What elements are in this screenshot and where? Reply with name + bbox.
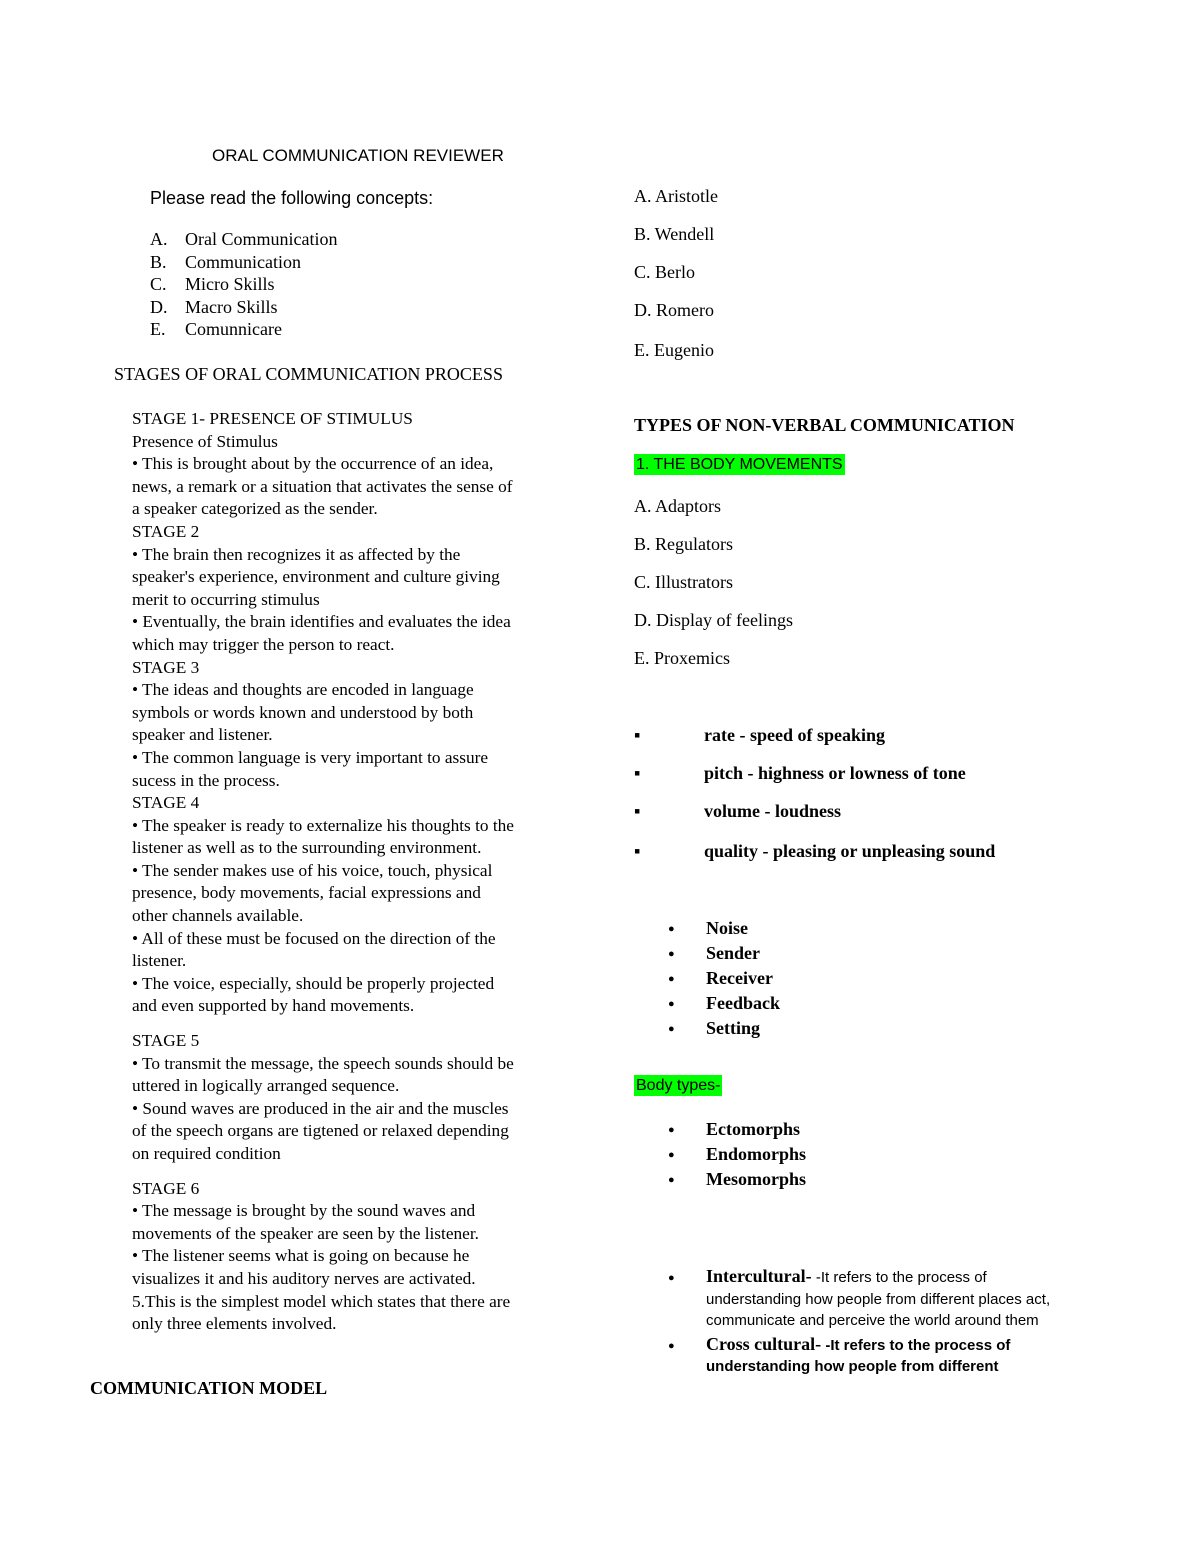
stage-line: merit to occurring stimulus (132, 589, 320, 609)
square-bullet-icon: ▪ (634, 725, 641, 745)
list-item: ● Noise (668, 916, 780, 941)
stage-line: • The ideas and thoughts are encoded in language (132, 680, 474, 700)
author-item: D. Romero (634, 300, 714, 320)
concepts-list (150, 228, 337, 341)
stage-line: • Eventually, the brain identifies and evaluates the idea (132, 612, 511, 632)
stage-line: • The brain then recognizes it as affected by the (132, 544, 461, 564)
stage-line: STAGE 3 (132, 657, 200, 677)
voice-item (634, 763, 966, 784)
body-movement-item: A. Adaptors (634, 496, 721, 516)
culture-definitions (668, 1266, 1078, 1378)
stage-line: STAGE 1- PRESENCE OF STIMULUS (132, 409, 413, 428)
list-item: ● Receiver (668, 966, 780, 991)
voice-item (634, 801, 841, 822)
stage-line: news, a remark or a situation that activates the sense of (132, 476, 513, 496)
body-types-list (668, 1117, 806, 1192)
list-item: ● Endomorphs (668, 1142, 806, 1167)
document-title: ORAL COMMUNICATION REVIEWER (212, 146, 504, 165)
highlighted-heading: Body types- (636, 1077, 721, 1094)
stage-line: • All of these must be focused on the direction of the (132, 928, 496, 948)
communication-model-heading: COMMUNICATION MODEL (90, 1378, 328, 1398)
list-item: ● Feedback (668, 991, 780, 1016)
definition-term: Cross cultural- (706, 1333, 822, 1354)
definition-body: -It refers to the process of understanding how people from different places act, communicate and perceive the world around them (706, 1269, 1051, 1329)
list-item-text: Communication (185, 251, 301, 272)
stage-line: on required condition (132, 1144, 281, 1163)
definition-text (706, 1334, 1078, 1378)
stage-line: symbols or words known and understood by both (132, 702, 474, 722)
paragraph-gap (132, 1166, 582, 1178)
definition-text (706, 1266, 1078, 1332)
voice-item-text: pitch - highness or lowness of tone (704, 763, 966, 783)
body-movement-item: D. Display of feelings (634, 610, 793, 630)
elements-list (668, 916, 780, 1041)
stage-line: STAGE 2 (132, 521, 200, 541)
definition-body: -It refers to the process of understanding how people from different (706, 1336, 1011, 1375)
body-types-heading (634, 1077, 722, 1095)
stage-line: STAGE 6 (132, 1178, 200, 1198)
stage-line: • The voice, especially, should be properly projected (132, 973, 495, 993)
stages-heading: STAGES OF ORAL COMMUNICATION PROCESS (114, 364, 503, 384)
list-item (150, 296, 337, 319)
body-movement-item: B. Regulators (634, 534, 733, 554)
square-bullet-icon: ▪ (634, 801, 641, 821)
stage-line: • This is brought about by the occurrence of an idea, (132, 454, 494, 474)
stage-line: 5.This is the simplest model which states that there are (132, 1291, 511, 1311)
voice-item (634, 841, 995, 862)
stage-line: • The message is brought by the sound waves and (132, 1201, 476, 1221)
stage-line: which may trigger the person to react. (132, 634, 395, 654)
stage-line: • The common language is very important to assure (132, 747, 489, 767)
list-item (150, 228, 337, 251)
body-movements-heading (634, 456, 845, 474)
list-item: ● Sender (668, 941, 780, 966)
stage-line: speaker's experience, environment and culture giving (132, 567, 500, 587)
author-item: E. Eugenio (634, 340, 714, 360)
voice-item-text: quality - pleasing or unpleasing sound (704, 841, 996, 861)
stage-line: • The listener seems what is going on because he (132, 1246, 470, 1266)
definition-term: Intercultural- (706, 1266, 812, 1286)
stage-line: a speaker categorized as the sender. (132, 499, 378, 519)
list-item-text: Comunnicare (185, 319, 282, 340)
stages-body (132, 408, 582, 1336)
stage-line: sucess in the process. (132, 770, 280, 790)
list-item (668, 1334, 1078, 1378)
bullet-icon: ● (668, 1339, 675, 1352)
bullet-icon: ● (668, 1272, 675, 1284)
list-item-text: Oral Communication (185, 229, 338, 249)
body-movement-item: E. Proxemics (634, 648, 730, 668)
list-item-text: Micro Skills (185, 274, 275, 295)
stage-line: • The speaker is ready to externalize his thoughts to the (132, 815, 514, 835)
stage-line: presence, body movements, facial expressions and (132, 883, 481, 903)
list-item (150, 318, 337, 341)
list-item (150, 251, 337, 274)
author-item: C. Berlo (634, 262, 695, 282)
stage-line: STAGE 4 (132, 793, 200, 813)
body-movement-item: C. Illustrators (634, 572, 733, 592)
author-item: A. Aristotle (634, 186, 718, 206)
highlighted-heading: 1. THE BODY MOVEMENTS (636, 456, 843, 473)
list-marker: E. (150, 319, 166, 340)
stage-line: and even supported by hand movements. (132, 996, 415, 1016)
stage-line: only three elements involved. (132, 1314, 337, 1334)
stage-line: other channels available. (132, 906, 304, 926)
list-item: ● Setting (668, 1016, 780, 1041)
square-bullet-icon: ▪ (634, 841, 641, 861)
list-marker: A. (150, 229, 168, 249)
list-item (150, 273, 337, 296)
paragraph-gap (132, 1018, 582, 1030)
list-marker: D. (150, 296, 168, 317)
list-item-text: Macro Skills (185, 296, 278, 317)
stage-line: Presence of Stimulus (132, 431, 278, 451)
stage-line: • To transmit the message, the speech sounds should be (132, 1053, 514, 1073)
stage-line: movements of the speaker are seen by the listener. (132, 1223, 479, 1243)
stage-line: visualizes it and his auditory nerves are activated. (132, 1268, 476, 1288)
stage-line: of the speech organs are tigtened or relaxed depending (132, 1121, 509, 1141)
square-bullet-icon: ▪ (634, 763, 641, 783)
stage-line: speaker and listener. (132, 725, 273, 745)
voice-item (634, 725, 885, 746)
stage-line: listener as well as to the surrounding environment. (132, 838, 482, 858)
stage-line: • Sound waves are produced in the air and the muscles (132, 1098, 509, 1118)
stage-line: STAGE 5 (132, 1031, 200, 1051)
list-item (668, 1266, 1078, 1332)
list-item: ● Ectomorphs (668, 1117, 806, 1142)
stage-line: uttered in logically arranged sequence. (132, 1076, 400, 1096)
list-marker: C. (150, 274, 167, 295)
author-item: B. Wendell (634, 224, 715, 244)
voice-item-text: volume - loudness (704, 801, 842, 821)
nonverbal-heading: TYPES OF NON-VERBAL COMMUNICATION (634, 415, 1015, 435)
list-item: ● Mesomorphs (668, 1167, 806, 1192)
concepts-intro: Please read the following concepts: (150, 188, 434, 208)
list-marker: B. (150, 251, 167, 272)
stage-line: listener. (132, 951, 187, 971)
voice-item-text: rate - speed of speaking (704, 725, 885, 745)
stage-line: • The sender makes use of his voice, touch, physical (132, 860, 493, 880)
